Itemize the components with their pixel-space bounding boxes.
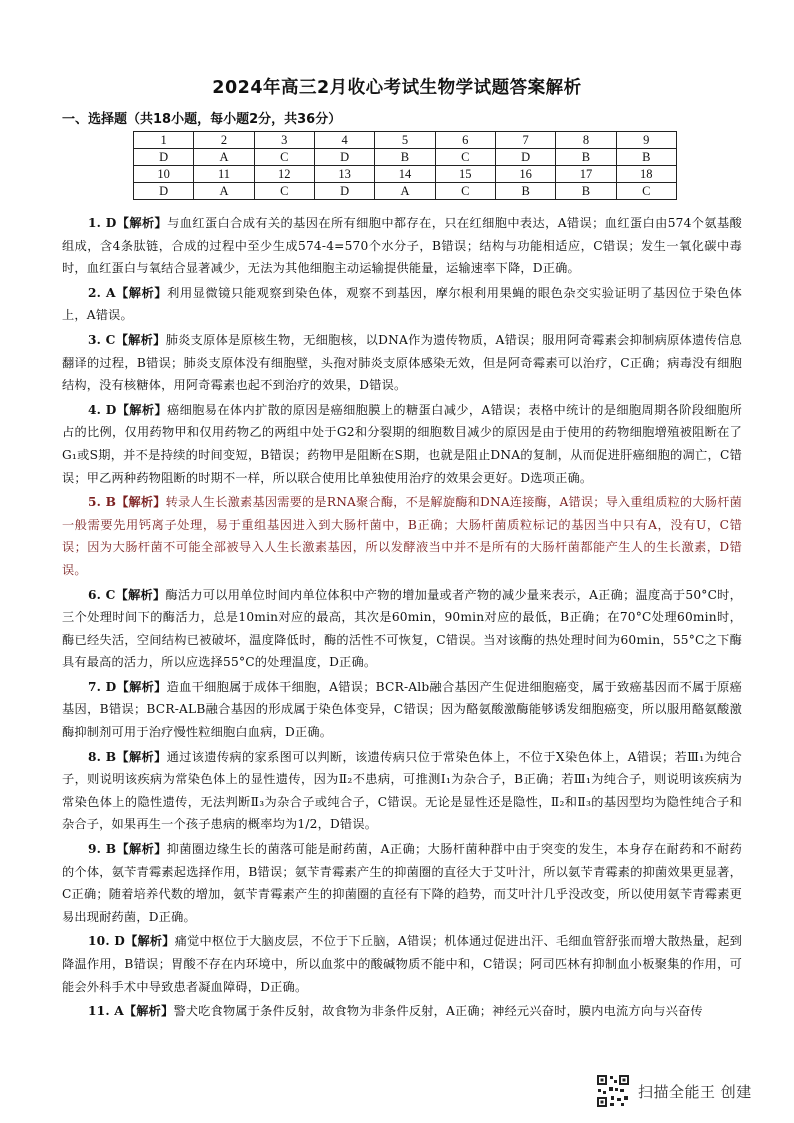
analysis-text: 警犬吃食物属于条件反射，故食物为非条件反射，A正确；神经元兴奋时，膜内电流方向与兴奋传: [173, 1004, 703, 1019]
answer-table-cell: B: [375, 149, 435, 166]
answer-table-cell: C: [254, 183, 314, 200]
scanner-watermark: [596, 1072, 752, 1110]
answer-table-cell: A: [194, 149, 254, 166]
answer-table-cell: 3: [254, 132, 314, 149]
answer-table-cell: 5: [375, 132, 435, 149]
answer-table-cell: B: [556, 149, 616, 166]
question-answer: 2. A: [88, 285, 116, 300]
answer-table-row: [134, 183, 677, 200]
analysis-text: 造血干细胞属于成体干细胞，A错误；BCR-Alb融合基因产生促进细胞癌变，属于致癌基因而不属于原癌基因，B错误；BCR-ALB融合基因的形成属于染色体变异，C错误；因为酪氨酸激酶能够诱发细胞癌变，所以服用酪氨酸激酶抑制剂可用于治疗慢性粒细胞白血病，D正确。: [62, 679, 742, 740]
analysis-tag: 【解析】: [116, 495, 166, 510]
answer-table-cell: D: [134, 183, 194, 200]
analysis-tag: 【解析】: [116, 216, 168, 230]
answer-table-cell: 16: [495, 166, 555, 183]
answer-table-cell: 9: [616, 132, 676, 149]
answer-table-cell: C: [254, 149, 314, 166]
section-heading: 一、选择题（共18小题，每小题2分，共36分）: [62, 112, 342, 127]
explanation-item: [62, 491, 742, 581]
answer-table-cell: B: [556, 183, 616, 200]
answer-table-cell: 11: [194, 166, 254, 183]
analysis-tag: 【解析】: [116, 842, 167, 857]
analysis-tag: 【解析】: [115, 332, 166, 347]
answer-table-cell: C: [616, 183, 676, 200]
analysis-tag: 【解析】: [115, 285, 168, 300]
analysis-tag: 【解析】: [116, 679, 167, 694]
analysis-text: 抑菌圈边缘生长的菌落可能是耐药菌，A正确；大肠杆菌种群中由于突变的发生，本身存在耐药和不耐药的个体，氨苄青霉素起选择作用，B错误；氨苄青霉素产生的抑菌圈的直径大于艾叶汁，所以氨苄青霉素的抑菌效果更显著，C正确；随着培养代数的增加，氨苄青霉素产生的抑菌圈的直径有下降的趋势，而艾叶汁几乎没改变，所以使用氨苄青霉素更易出现耐药菌，D正确。: [62, 842, 742, 924]
explanation-item: [62, 329, 742, 397]
answer-table-cell: D: [314, 149, 374, 166]
analysis-text: 通过该遗传病的家系图可以判断，该遗传病只位于常染色体上，不位于X染色体上，A错误；若Ⅲ₁为纯合子，则说明该疾病为常染色体上的显性遗传，因为Ⅱ₂不患病，可推测Ⅰ₁为杂合子，B正确；若Ⅲ₁为纯合子，则说明该疾病为常染色体上的隐性遗传，无法判断Ⅱ₃为杂合子或纯合子，C错误。无论是显性还是隐性，Ⅱ₂和Ⅱ₃的基因型均为隐性纯合子和杂合子，如果再生一个孩子患病的概率均为1/2，D错误。: [62, 749, 742, 832]
answer-table-cell: 14: [375, 166, 435, 183]
question-answer: 9. B: [88, 842, 117, 857]
answer-table-cell: C: [435, 183, 495, 200]
analysis-tag: 【解析】: [125, 934, 175, 949]
answer-table-cell: C: [435, 149, 495, 166]
scanner-label: 扫描全能王 创建: [638, 1082, 752, 1101]
question-answer: 4. D: [88, 402, 117, 417]
answer-table-cell: 12: [254, 166, 314, 183]
answer-table: [133, 131, 677, 200]
answer-table-row: [134, 132, 677, 149]
qr-code-icon: [596, 1074, 630, 1108]
question-answer: 6. C: [88, 587, 116, 602]
answer-table-cell: D: [495, 149, 555, 166]
answer-table-cell: 15: [435, 166, 495, 183]
explanation-list: [62, 212, 742, 1025]
explanation-item: [62, 746, 742, 836]
explanation-item: [62, 676, 742, 744]
analysis-text: 与血红蛋白合成有关的基因在所有细胞中都存在，只在红细胞中表达，A错误；血红蛋白由574个氨基酸组成，含4条肽链，合成的过程中至少生成574-4=570个水分子，B错误；结构与功能相适应，C错误；发生一氧化碳中毒时，血红蛋白与氧结合显著减少，无法为其他细胞主动运输提供能量，运输速率下降，D正确。: [62, 216, 742, 276]
answer-table-cell: 10: [134, 166, 194, 183]
answer-table-cell: D: [134, 149, 194, 166]
page-title: 2024年高三2月收心考试生物学试题答案解析: [212, 78, 582, 98]
analysis-text: 癌细胞易在体内扩散的原因是癌细胞膜上的糖蛋白减少，A错误；表格中统计的是细胞周期各阶段细胞所占的比例，仅用药物甲和仅用药物乙的两组中处于G2和分裂期的细胞数目减少的原因是由于使用的药物细胞增殖被阻断在了G₁或S期，并不是持续的时间变短，B错误；药物甲是阻断在S期，也就是阻止DNA的复制，从而促进肝癌细胞的凋亡，C错误；甲乙两种药物阻断的时期不一样，所以联合使用比单独使用治疗的效果会更好。D选项正确。: [62, 402, 742, 485]
answer-table-cell: D: [314, 183, 374, 200]
answer-table-cell: 1: [134, 132, 194, 149]
answer-table-cell: 4: [314, 132, 374, 149]
answer-table-cell: 17: [556, 166, 616, 183]
analysis-text: 转录人生长激素基因需要的是RNA聚合酶，不是解旋酶和DNA连接酶，A错误；导入重组质粒的大肠杆菌一般需要先用钙离子处理，易于重组基因进入到大肠杆菌中，B正确；大肠杆菌质粒标记的基因当中只有A，没有U，C错误；因为大肠杆菌不可能全部被导入人生长激素基因，所以发酵液当中并不是所有的大肠杆菌都能产生人的生长激素，D错误。: [62, 495, 742, 577]
question-answer: 3. C: [88, 332, 116, 347]
answer-table-cell: B: [616, 149, 676, 166]
question-answer: 7. D: [88, 679, 117, 694]
analysis-text: 酶活力可以用单位时间内单位体积中产物的增加量或者产物的减少量来表示，A正确；温度高于50°C时，三个处理时间下的酶活力，总是10min对应的最高，其次是60min，90min对应的最低，B正确；在70°C处理60min时，酶已经失活，空间结构已被破坏，温度降低时，酶的活性不可恢复，C错误。当对该酶的热处理时间为60min，55°C之下酶具有最高的活力，所以应选择55°C的处理温度，D正确。: [62, 587, 743, 670]
question-answer: 10. D: [88, 934, 126, 949]
analysis-tag: 【解析】: [116, 749, 167, 764]
analysis-text: 肺炎支原体是原核生物，无细胞核，以DNA作为遗传物质，A错误；服用阿奇霉素会抑制病原体遗传信息翻译的过程，B错误；肺炎支原体没有细胞壁，头孢对肺炎支原体感染无效，但是阿奇霉素可以治疗，C正确；病毒没有细胞结构，没有核糖体，用阿奇霉素也起不到治疗的效果，D错误。: [62, 332, 742, 393]
answer-table-cell: B: [495, 183, 555, 200]
explanation-item: [62, 399, 742, 489]
answer-table-cell: 8: [556, 132, 616, 149]
question-answer: 8. B: [88, 749, 117, 764]
answer-table-cell: 18: [616, 166, 676, 183]
answer-table-cell: 2: [194, 132, 254, 149]
answer-table-cell: 6: [435, 132, 495, 149]
answer-table-cell: 7: [495, 132, 555, 149]
answer-table-cell: A: [375, 183, 435, 200]
answer-table-cell: 13: [314, 166, 374, 183]
explanation-item: [62, 584, 742, 674]
analysis-tag: 【解析】: [116, 402, 168, 417]
explanation-item: [62, 1000, 742, 1023]
analysis-tag: 【解析】: [115, 587, 166, 602]
explanation-item: [62, 212, 742, 280]
answer-table-row: [134, 149, 677, 166]
question-answer: 1. D: [88, 216, 117, 230]
explanation-item: [62, 282, 742, 327]
explanation-item: [62, 930, 742, 998]
analysis-text: 利用显微镜只能观察到染色体，观察不到基因，摩尔根利用果蝇的眼色杂交实验证明了基因位于染色体上，A错误。: [62, 285, 742, 323]
analysis-text: 痛觉中枢位于大脑皮层，不位于下丘脑，A错误；机体通过促进出汗、毛细血管舒张而增大散热量，起到降温作用，B错误；胃酸不存在内环境中，所以血浆中的酸碱物质不能中和，C错误；阿司匹林有抑制血小板聚集的作用，可能会外科手术中导致患者凝血障碍，D正确。: [62, 934, 742, 994]
question-answer: 5. B: [88, 495, 117, 510]
analysis-tag: 【解析】: [123, 1004, 174, 1019]
answer-table-cell: A: [194, 183, 254, 200]
answer-table-row: [134, 166, 677, 183]
explanation-item: [62, 838, 742, 928]
question-answer: 11. A: [88, 1004, 124, 1019]
